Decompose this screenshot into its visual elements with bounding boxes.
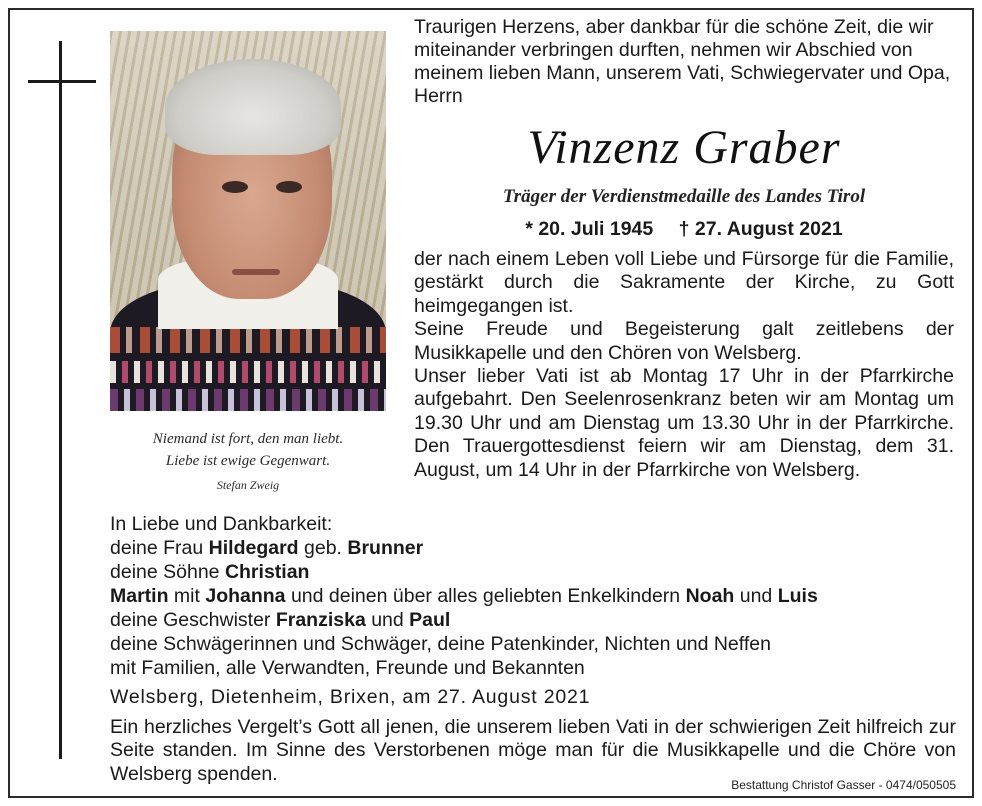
family-inlaws: deine Schwägerinnen und Schwäger, deine Patenkinder, Nichten und Neffen [110,633,771,655]
name: Franziska [275,609,366,631]
text: und [365,609,410,631]
family-relatives: mit Familien, alle Verwandten, Freunde und Bekannten [110,657,585,679]
life-dates [414,218,954,241]
body-text [414,248,954,482]
text: deine Geschwister [110,609,276,631]
thanks-text: Ein herzliches Vergelt’s Gott all jenen, die unserem lieben Vati in der schwierigen Zeit hilfreich zur Seite standen. Im Sinne des Verstorbenen möge man für die Musikkapelle und die Chöre von Welsberg spenden. [110,716,956,785]
place-date: Welsberg, Dietenheim, Brixen, am 27. August 2021 [110,686,591,708]
name: Luis [777,585,818,607]
name: Hildegard [208,537,299,559]
body-paragraph: Seine Freude und Begeisterung galt zeitlebens der Musikkapelle und den Chören von Welsberg. [414,318,954,364]
family-son2 [110,584,960,608]
family-wife [110,536,960,560]
quote-author: Stefan Zweig [216,478,280,492]
text: deine Söhne [110,561,225,583]
cross-icon-bar [28,80,96,83]
funeral-home: Bestattung Christof Gasser - 0474/050505 [731,778,956,792]
family-list [110,512,960,680]
family-siblings [110,608,960,632]
quote-line: Niemand ist fort, den man liebt. [152,431,344,447]
text: und [734,585,778,607]
name: Noah [685,585,735,607]
name: Christian [224,561,310,583]
body-paragraph: der nach einem Leben voll Liebe und Fürsorge für die Familie, gestärkt durch die Sakramente der Kirche, zu Gott heimgegangen ist. [414,248,954,317]
birth-date: * 20. Juli 1945 [525,218,654,240]
family-sons [110,560,960,584]
name: Martin [110,585,169,607]
text: geb. [298,537,348,559]
intro-text: Traurigen Herzens, aber dankbar für die schöne Zeit, die wir miteinander verbringen durften, nehmen wir Abschied von meinem lieben Mann, unserem Vati, Schwiegervater und Opa, Herrn [414,16,951,107]
quote-line: Liebe ist ewige Gegenwart. [165,453,331,469]
name: Paul [409,609,451,631]
text: mit [168,585,206,607]
deceased-name: Vinzenz Graber [527,121,841,174]
cross-icon [59,41,62,759]
body-paragraph: Unser lieber Vati ist ab Montag 17 Uhr in der Pfarrkirche aufgebahrt. Den Seelenrosenkranz beten wir am Montag um 19.30 Uhr und am Dienstag um 13.30 Uhr in der Pfarrkirche. Den Trauergottesdienst feiern wir am Dienstag, dem 31. August, um 14 Uhr in der Pfarrkirche von Welsberg. [414,365,954,481]
name: Brunner [347,537,424,559]
death-date: † 27. August 2021 [678,218,843,240]
honor-title: Träger der Verdienstmedaille des Landes Tirol [502,186,866,207]
quote-block [100,428,396,493]
text: deine Frau [110,537,209,559]
text: und deinen über alles geliebten Enkelkindern [285,585,686,607]
portrait-photo [110,31,386,411]
family-heading: In Liebe und Dankbarkeit: [110,513,333,535]
name: Johanna [205,585,286,607]
